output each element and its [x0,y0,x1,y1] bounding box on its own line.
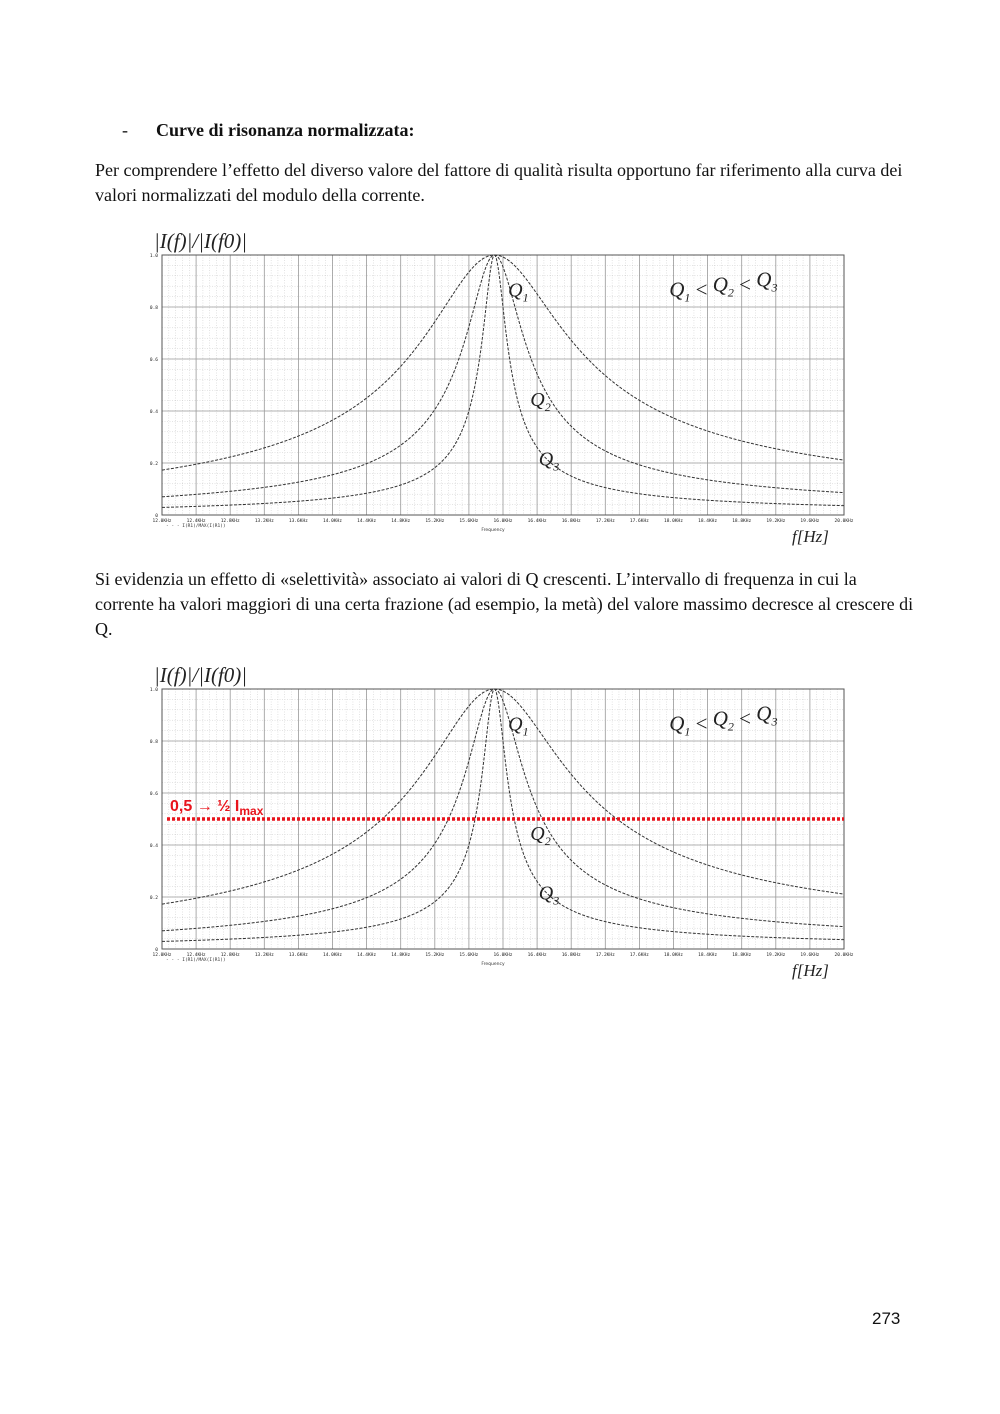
x-tick-label: 18.8KHz [732,519,752,524]
x-tick-label: 19.6KHz [800,953,820,958]
bullet-dash: - [122,120,128,140]
series-label-q1: $Q_1$ [508,279,529,305]
y-tick-label: 1.0 [149,254,158,259]
paragraph-selectivity: Si evidenzia un effetto di «selettività» associato ai valori di Q crescenti. L’intervallo di frequenza in cui la corrente ha valori maggiori di una certa frazione (ad esempio, la metà) del valore massimo decresce al crescere di Q. [95,569,914,639]
y-tick-label: 0.2 [149,896,158,901]
series-label-q2: $Q_2$ [530,388,551,414]
y-tick-label: 0.2 [149,462,158,467]
x-tick-label: 15.6KHz [459,953,479,958]
x-tick-label: 17.6KHz [629,953,649,958]
legend-text: - - - I(R1)/MAX(I(R1)) [166,524,226,529]
x-tick-label: 12.8KHz [220,519,240,524]
x-tick-label: 13.6KHz [288,953,308,958]
y-tick-label: 0.4 [149,410,158,415]
ordering-annotation: $Q_1 < Q_2 < Q_3$ [669,701,778,739]
chart-svg-2 [140,656,860,986]
x-tick-label: 14.0KHz [323,519,342,524]
y-axis-label: |I(f)|/|I(f0)| [154,229,248,253]
x-tick-label: 14.4KHz [357,519,377,524]
x-axis-title: Frequency [481,528,505,533]
y-tick-label: 0.8 [149,740,158,745]
heading-text: Curve di risonanza normalizzata: [156,120,415,140]
y-tick-label: 1.0 [149,688,158,693]
x-tick-label: 17.2KHz [595,519,615,524]
half-max-label: 0,5 → ½ $I_{max}$ [170,798,264,818]
x-tick-label: 16.0KHz [493,519,513,524]
x-tick-label: 12.8KHz [220,953,240,958]
x-tick-label: 20.0KHz [834,953,854,958]
x-tick-label: 14.8KHz [391,953,411,958]
x-tick-label: 18.4KHz [698,519,718,524]
resonance-chart-2 [140,656,860,986]
x-axis-unit-label: f[Hz] [792,527,829,546]
x-tick-label: 19.6KHz [800,519,820,524]
x-tick-label: 12.4KHz [186,519,206,524]
y-axis-label: |I(f)|/|I(f0)| [154,663,248,687]
x-tick-label: 19.2KHz [766,519,786,524]
x-tick-label: 12.0KHz [152,953,172,958]
series-label-q1: $Q_1$ [508,713,529,739]
legend-text: - - - I(R1)/MAX(I(R1)) [166,958,226,963]
x-tick-label: 19.2KHz [766,953,786,958]
x-tick-label: 18.0KHz [664,953,683,958]
x-tick-label: 13.2KHz [254,953,274,958]
x-tick-label: 17.6KHz [629,519,649,524]
x-tick-label: 18.0KHz [664,519,683,524]
chart-svg-1 [140,222,860,552]
x-tick-label: 15.2KHz [425,953,445,958]
page-number: 273 [872,1309,901,1328]
ordering-annotation: $Q_1 < Q_2 < Q_3$ [669,267,778,305]
x-tick-label: 12.0KHz [152,519,172,524]
x-tick-label: 15.6KHz [459,519,479,524]
x-tick-label: 18.8KHz [732,953,752,958]
x-tick-label: 16.8KHz [561,519,581,524]
x-tick-label: 13.6KHz [288,519,308,524]
x-axis-title: Frequency [481,962,505,967]
x-tick-label: 16.4KHz [527,519,547,524]
x-tick-label: 18.4KHz [698,953,718,958]
y-tick-label: 0.6 [149,358,158,363]
y-tick-label: 0.4 [149,844,158,849]
y-tick-label: 0.8 [149,306,158,311]
x-tick-label: 20.0KHz [834,519,854,524]
x-tick-label: 14.4KHz [357,953,377,958]
resonance-chart-1 [140,222,860,552]
x-axis-unit-label: f[Hz] [792,961,829,980]
series-label-q2: $Q_2$ [530,822,551,848]
x-tick-label: 17.2KHz [595,953,615,958]
x-tick-label: 16.4KHz [527,953,547,958]
x-tick-label: 16.8KHz [561,953,581,958]
x-tick-label: 13.2KHz [254,519,274,524]
series-label-q3: $Q_3$ [538,448,560,474]
x-tick-label: 14.8KHz [391,519,411,524]
series-label-q3: $Q_3$ [538,882,560,908]
y-tick-label: 0.6 [149,792,158,797]
x-tick-label: 16.0KHz [493,953,513,958]
section-heading [122,120,414,141]
y-tick-label: 0 [155,948,158,953]
x-tick-label: 15.2KHz [425,519,445,524]
x-tick-label: 14.0KHz [323,953,342,958]
x-tick-label: 12.4KHz [186,953,206,958]
paragraph-intro: Per comprendere l’effetto del diverso valore del fattore di qualità risulta opportuno far riferimento alla curva dei valori normalizzati del modulo della corrente. [95,160,903,205]
y-tick-label: 0 [155,514,158,519]
